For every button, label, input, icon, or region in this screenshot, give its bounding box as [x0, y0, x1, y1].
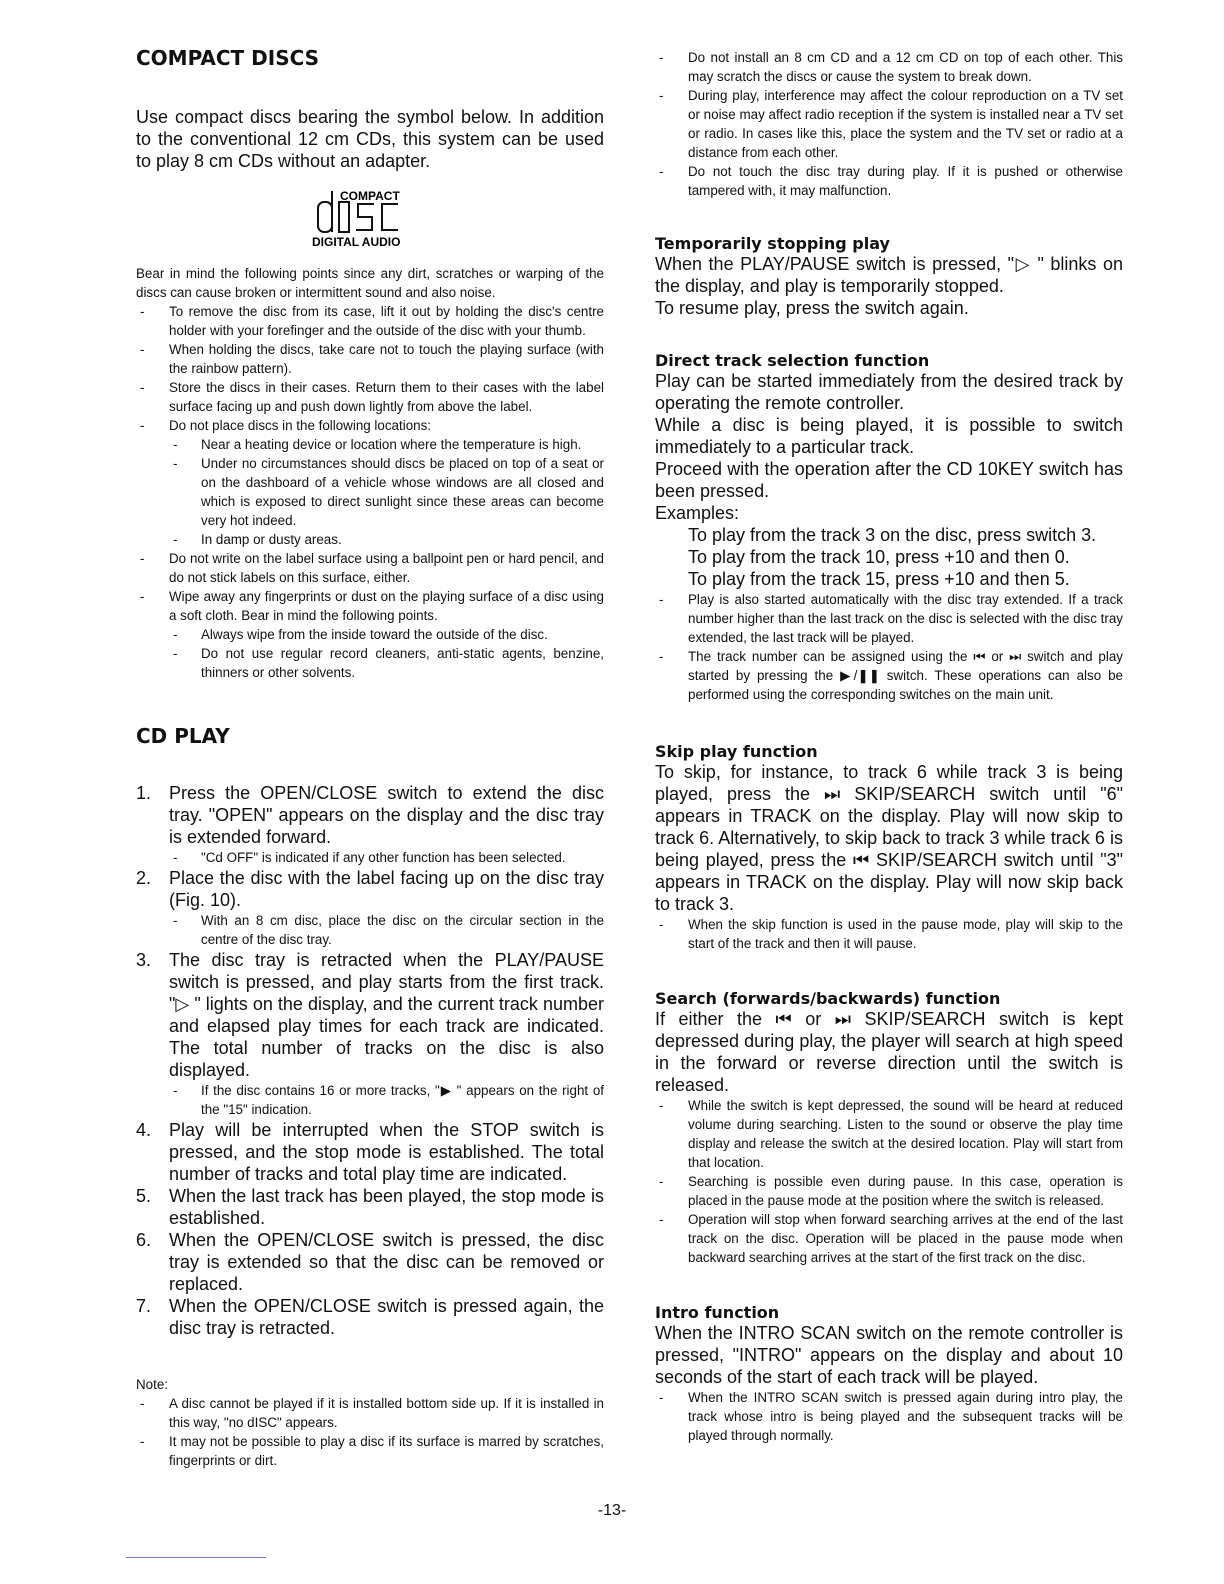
- cd-play-steps: [136, 782, 604, 1339]
- direct-heading: Direct track selection function: [655, 351, 930, 370]
- temp-stop-body: When the PLAY/PAUSE switch is pressed, "▷ " blinks on the display, and play is temporarily stopped.: [655, 254, 1123, 296]
- sub-list-item: - Always wipe from the inside toward the outside of the disc.: [136, 625, 604, 644]
- step-item: 7. When the OPEN/CLOSE switch is pressed again, the disc tray is retracted.: [136, 1296, 604, 1338]
- note-item: - It may not be possible to play a disc if its surface is marred by scratches, fingerprints or dirt.: [136, 1432, 604, 1470]
- sub-list-item: - Do not use regular record cleaners, anti-static agents, benzine, thinners or other solvents.: [136, 644, 604, 682]
- list-item: - Do not install an 8 cm CD and a 12 cm CD on top of each other. This may scratch the discs or cause the system to break down.: [655, 48, 1123, 86]
- direct-p2: While a disc is being played, it is possible to switch immediately to a particular track.: [655, 415, 1123, 457]
- care-text: Bear in mind the following points since any dirt, scratches or warping of the discs can cause broken or intermittent sound and also noise.: [136, 266, 604, 300]
- examples-label: Examples:: [655, 503, 740, 523]
- intro-body: When the INTRO SCAN switch on the remote controller is pressed, "INTRO" appears on the display and about 10 seconds of the start of each track will be played.: [655, 1323, 1123, 1387]
- compact-discs-heading: COMPACT DISCS: [136, 46, 320, 70]
- step-note: - If the disc contains 16 or more tracks, "▶ " appears on the right of the "15" indication.: [136, 1081, 604, 1119]
- left-column: [136, 46, 604, 1470]
- step-note: - With an 8 cm disc, place the disc on the circular section in the centre of the disc tray.: [136, 911, 604, 949]
- note-label: Note:: [136, 1377, 169, 1392]
- list-item: - Do not touch the disc tray during play. If it is pushed or otherwise tampered with, it may malfunction.: [655, 162, 1123, 200]
- note-item: - When the skip function is used in the pause mode, play will skip to the start of the track and then it will pause.: [655, 915, 1123, 953]
- list-item: - Store the discs in their cases. Return them to their cases with the label surface facing up and push down lightly from above the label.: [136, 378, 604, 416]
- list-item: - Do not write on the label surface using a ballpoint pen or hard pencil, and do not stick labels on this surface, either.: [136, 549, 604, 587]
- intro-heading: Intro function: [655, 1303, 780, 1322]
- list-item: - When holding the discs, take care not to touch the playing surface (with the rainbow pattern).: [136, 340, 604, 378]
- list-item: - During play, interference may affect the colour reproduction on a TV set or noise may affect radio reception if the system is installed near a TV set or radio. In cases like this, place the system and the TV set or radio at a distance from each other.: [655, 86, 1123, 162]
- list-item: - To remove the disc from its case, lift it out by holding the disc's centre holder with your forefinger and the outside of the disc with your thumb.: [136, 302, 604, 340]
- temp-stop-body-2: To resume play, press the switch again.: [655, 298, 969, 318]
- step-item: 3. The disc tray is retracted when the PLAY/PAUSE switch is pressed, and play starts from the first track. "▷ " lights on the display, and the current track number and elapsed play times for each track are indicated. The total number of tracks on the disc is also displayed.: [136, 950, 604, 1080]
- note-item: - Play is also started automatically with the disc tray extended. If a track number higher than the last track on the disc is selected with the disc tray extended, the last track will be played.: [655, 590, 1123, 647]
- cd-play-heading: CD PLAY: [136, 724, 230, 748]
- direct-p3: Proceed with the operation after the CD 10KEY switch has been pressed.: [655, 459, 1123, 501]
- step-item: 6. When the OPEN/CLOSE switch is pressed, the disc tray is extended so that the disc can be removed or replaced.: [136, 1230, 604, 1294]
- page-number: -13-: [597, 1502, 627, 1519]
- example-item: To play from the track 15, press +10 and then 5.: [688, 569, 1070, 589]
- sub-list-item: - Under no circumstances should discs be placed on top of a seat or on the dashboard of a vehicle whose windows are all closed and which is exposed to direct sunlight since these areas can become very hot indeed.: [136, 454, 604, 530]
- skip-body: To skip, for instance, to track 6 while track 3 is being played, press the ⏭ SKIP/SEARCH switch until "6" appears in TRACK on the display. Play will now skip to track 6. Alternatively, to skip back to track 3 while track 6 is being played, press the ⏮ SKIP/SEARCH switch until "3" appears in TRACK on the display. Play will now skip back to track 3.: [655, 762, 1123, 914]
- note-item: - Operation will stop when forward searching arrives at the end of the last track on the disc. Operation will be placed in the pause mode when backward searching arrives at the start of the first track on the disc.: [655, 1210, 1123, 1267]
- note-item: - A disc cannot be played if it is installed bottom side up. If it is installed in this way, "no dISC" appears.: [136, 1394, 604, 1432]
- footer-rule: [126, 1557, 266, 1558]
- note-item: - While the switch is kept depressed, the sound will be heard at reduced volume during searching. Listen to the sound or observe the play time display and release the switch at the desired location. Play will start from that location.: [655, 1096, 1123, 1172]
- note-item: - The track number can be assigned using the ⏮ or ⏭ switch and play started by pressing the ▶/❚❚ switch. These operations can also be performed using the corresponding switches on the main unit.: [655, 647, 1123, 704]
- search-heading: Search (forwards/backwards) function: [655, 989, 1001, 1008]
- logo-top-text: COMPACT: [340, 189, 400, 203]
- step-item: 4. Play will be interrupted when the STOP switch is pressed, and the stop mode is established. The total number of tracks and total play time are indicated.: [136, 1120, 604, 1184]
- list-item: - Wipe away any fingerprints or dust on the playing surface of a disc using a soft cloth. Bear in mind the following points.: [136, 587, 604, 625]
- direct-p1: Play can be started immediately from the desired track by operating the remote controller.: [655, 371, 1123, 413]
- step-note: - "Cd OFF" is indicated if any other function has been selected.: [136, 848, 604, 867]
- step-item: 1. Press the OPEN/CLOSE switch to extend the disc tray. "OPEN" appears on the display and the disc tray is extended forward.: [136, 783, 604, 847]
- sub-list-item: - Near a heating device or location where the temperature is high.: [136, 435, 604, 454]
- search-body: If either the ⏮ or ⏭ SKIP/SEARCH switch is kept depressed during play, the player will search at high speed in the forward or reverse direction until the switch is released.: [655, 1009, 1123, 1095]
- right-column: [655, 48, 1123, 1445]
- logo-bottom-text: DIGITAL AUDIO: [312, 235, 401, 249]
- sub-list-item: - In damp or dusty areas.: [136, 530, 604, 549]
- list-item: - Do not place discs in the following locations:: [136, 416, 604, 435]
- example-item: To play from the track 10, press +10 and then 0.: [688, 547, 1070, 567]
- example-item: To play from the track 3 on the disc, press switch 3.: [688, 525, 1097, 545]
- temp-stop-heading: Temporarily stopping play: [655, 234, 890, 253]
- note-item: - When the INTRO SCAN switch is pressed again during intro play, the track whose intro is being played and the subsequent tracks will be played through normally.: [655, 1388, 1123, 1445]
- step-item: 2. Place the disc with the label facing up on the disc tray (Fig. 10).: [136, 868, 604, 910]
- note-item: - Searching is possible even during pause. In this case, operation is placed in the pause mode at the position where the switch is released.: [655, 1172, 1123, 1210]
- skip-heading: Skip play function: [655, 742, 818, 761]
- step-item: 5. When the last track has been played, the stop mode is established.: [136, 1186, 604, 1228]
- compact-discs-intro: Use compact discs bearing the symbol below. In addition to the conventional 12 cm CDs, this system can be used to play 8 cm CDs without an adapter.: [136, 107, 604, 171]
- compact-disc-logo: [136, 188, 604, 250]
